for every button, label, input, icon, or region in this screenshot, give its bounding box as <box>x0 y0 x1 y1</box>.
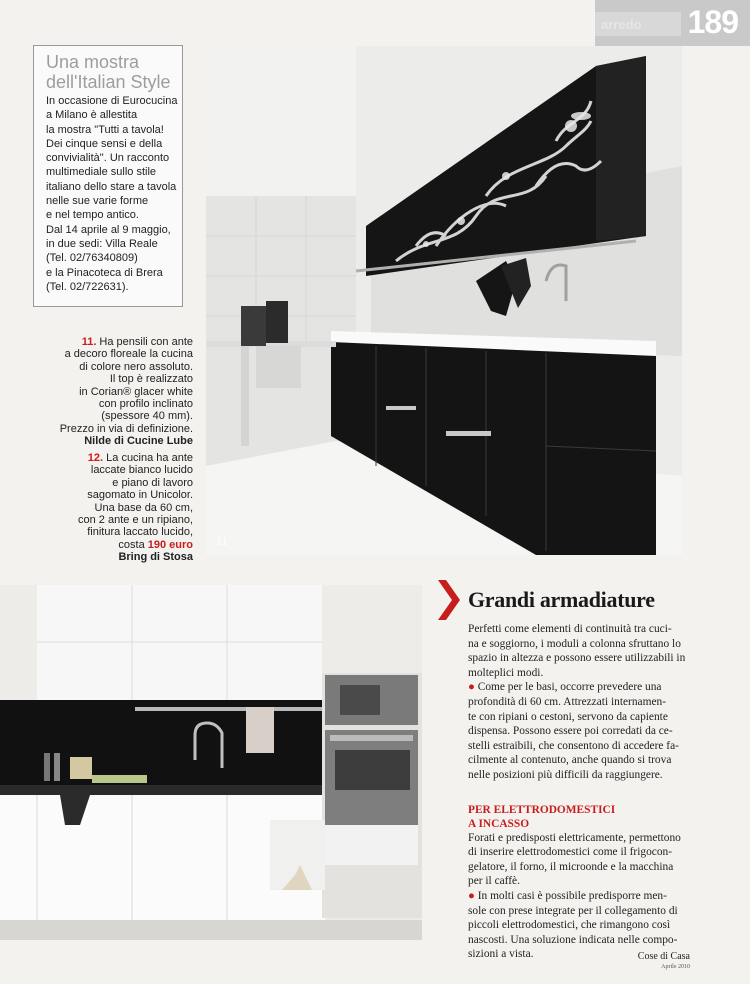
info-line: italiano dello stare a tavola <box>46 180 177 193</box>
info-line: a Milano è allestita <box>46 109 138 122</box>
info-line: in due sedi: Villa Reale <box>46 237 158 250</box>
caption-line: Prezzo in via di definizione. <box>59 422 193 435</box>
caption-line: Il top è realizzato <box>109 373 193 386</box>
article-paragraph-1 <box>468 622 686 680</box>
info-line: In occasione di Eurocucina <box>46 95 178 107</box>
info-title-line: Una mostra <box>46 52 140 72</box>
caption-line: finitura laccato lucido, <box>87 526 193 539</box>
text-line: gelatore, il forno, il microonde e la macchina <box>468 860 674 873</box>
text-line: spazio in altezza e possono essere utilizzabili in <box>468 652 686 665</box>
text-line <box>468 889 686 904</box>
caption-11 <box>18 336 193 448</box>
caption-line <box>18 539 193 551</box>
magazine-name: Cose di Casa <box>637 951 690 962</box>
caption-line: in Corian® glacer white <box>79 385 193 398</box>
subhead-line: PER ELETTRODOMESTICI <box>468 803 616 816</box>
caption-line: Una base da 60 cm, <box>94 501 193 514</box>
caption-line <box>18 336 193 348</box>
article-paragraph-2 <box>468 680 686 782</box>
bullet-dot-icon: ● <box>468 889 475 902</box>
text-line: sizioni a vista. <box>468 948 534 961</box>
text-line: profondità di 60 cm. Attrezzati internamen- <box>468 695 667 708</box>
info-line: multimediale sullo stile <box>46 166 157 179</box>
text-line: te con ripiani o cestoni, servono da capiente <box>468 710 668 723</box>
text-line: di inserire elettrodomestici come il frigocon- <box>468 846 673 859</box>
caption-number: 12. <box>87 452 104 464</box>
caption-line: con 2 ante e un ripiano, <box>78 514 193 527</box>
text-line: nelle posizioni più difficili da raggiungere. <box>468 768 663 781</box>
info-line: e la Pinacoteca di Brera <box>46 266 163 279</box>
caption-brand: Bring di Stosa <box>118 551 193 564</box>
caption-line: di colore nero assoluto. <box>79 360 193 373</box>
price: 190 euro <box>147 538 193 551</box>
bullet-dot-icon: ● <box>468 681 475 694</box>
text-line: na e soggiorno, i moduli a colonna sfruttano lo <box>468 637 681 650</box>
text-line: cilmente al contenuto, anche quando si trova <box>468 754 672 767</box>
info-line: (Tel. 02/76340809) <box>46 252 138 265</box>
kitchen-illustration-black <box>206 46 682 555</box>
info-line: convivialità". Un racconto <box>46 152 170 165</box>
text-line <box>468 680 686 695</box>
page-number: 189 <box>687 4 738 40</box>
article-grandi-armadiature <box>438 578 686 962</box>
caption-12 <box>18 452 193 564</box>
text-line: Perfetti come elementi di continuità tra cuci- <box>468 623 672 635</box>
exhibition-info-box <box>33 45 183 307</box>
caption-line: a decoro floreale la cucina <box>64 348 193 361</box>
text-line: Forati e predisposti elettricamente, permettono <box>468 831 681 844</box>
caption-line: (spessore 40 mm). <box>101 410 193 423</box>
article-paragraph-3 <box>468 831 686 889</box>
info-line: (Tel. 02/722631). <box>46 280 129 293</box>
article-title: Grandi armadiature <box>468 587 655 612</box>
subhead-line: A INCASSO <box>468 817 530 830</box>
kitchen-photo-white <box>0 585 422 940</box>
text-line: nascosti. Una soluzione indicata nelle compo- <box>468 933 678 946</box>
info-box-title <box>46 52 176 92</box>
text-line: sole con prese integrate per il collegamento di <box>468 904 678 917</box>
text-line: stelli estraibili, che consentono di accedere fa- <box>468 739 679 752</box>
issue-date: Aprile 2010 <box>661 964 690 970</box>
info-line: nelle sue varie forme <box>46 195 149 208</box>
page-number-tab <box>595 0 750 46</box>
chevron-right-icon <box>438 580 460 620</box>
kitchen-illustration-white <box>0 585 422 940</box>
caption-text: Ha pensili con ante <box>96 336 193 348</box>
info-title-line: dell'Italian Style <box>46 72 171 92</box>
article-subheading <box>468 803 686 831</box>
caption-brand: Nilde di Cucine Lube <box>84 435 193 448</box>
text-fragment: Come per le basi, occorre prevedere una <box>474 681 662 694</box>
caption-number: 11. <box>81 336 97 348</box>
page-footer <box>638 952 690 972</box>
info-line: e nel tempo antico. <box>46 209 139 222</box>
photo-number-11: 11 <box>216 534 228 548</box>
text-fragment: In molti casi è possibile predisporre men- <box>474 889 667 902</box>
caption-line: e piano di lavoro <box>112 476 193 489</box>
text-line: dispensa. Possono essere poi corredati da ce- <box>468 725 673 738</box>
caption-line: laccate bianco lucido <box>90 464 193 477</box>
info-line: Dal 14 aprile al 9 maggio, <box>46 223 171 236</box>
caption-line: sagomato in Unicolor. <box>87 489 193 502</box>
text-line: molteplici modi. <box>468 666 544 679</box>
text-line: piccoli elettrodomestici, che rimangono così <box>468 919 671 932</box>
kitchen-photo-black <box>206 46 682 555</box>
price-prefix: costa <box>118 538 148 551</box>
section-label: arredo <box>595 12 681 36</box>
info-line: Dei cinque sensi e della <box>46 137 163 150</box>
text-line: per il caffè. <box>468 875 520 888</box>
caption-line: con profilo inclinato <box>98 398 193 411</box>
info-line: la mostra "Tutti a tavola! <box>46 123 164 136</box>
info-box-body <box>46 94 176 294</box>
caption-text: La cucina ha ante <box>103 452 193 464</box>
caption-line <box>18 452 193 464</box>
